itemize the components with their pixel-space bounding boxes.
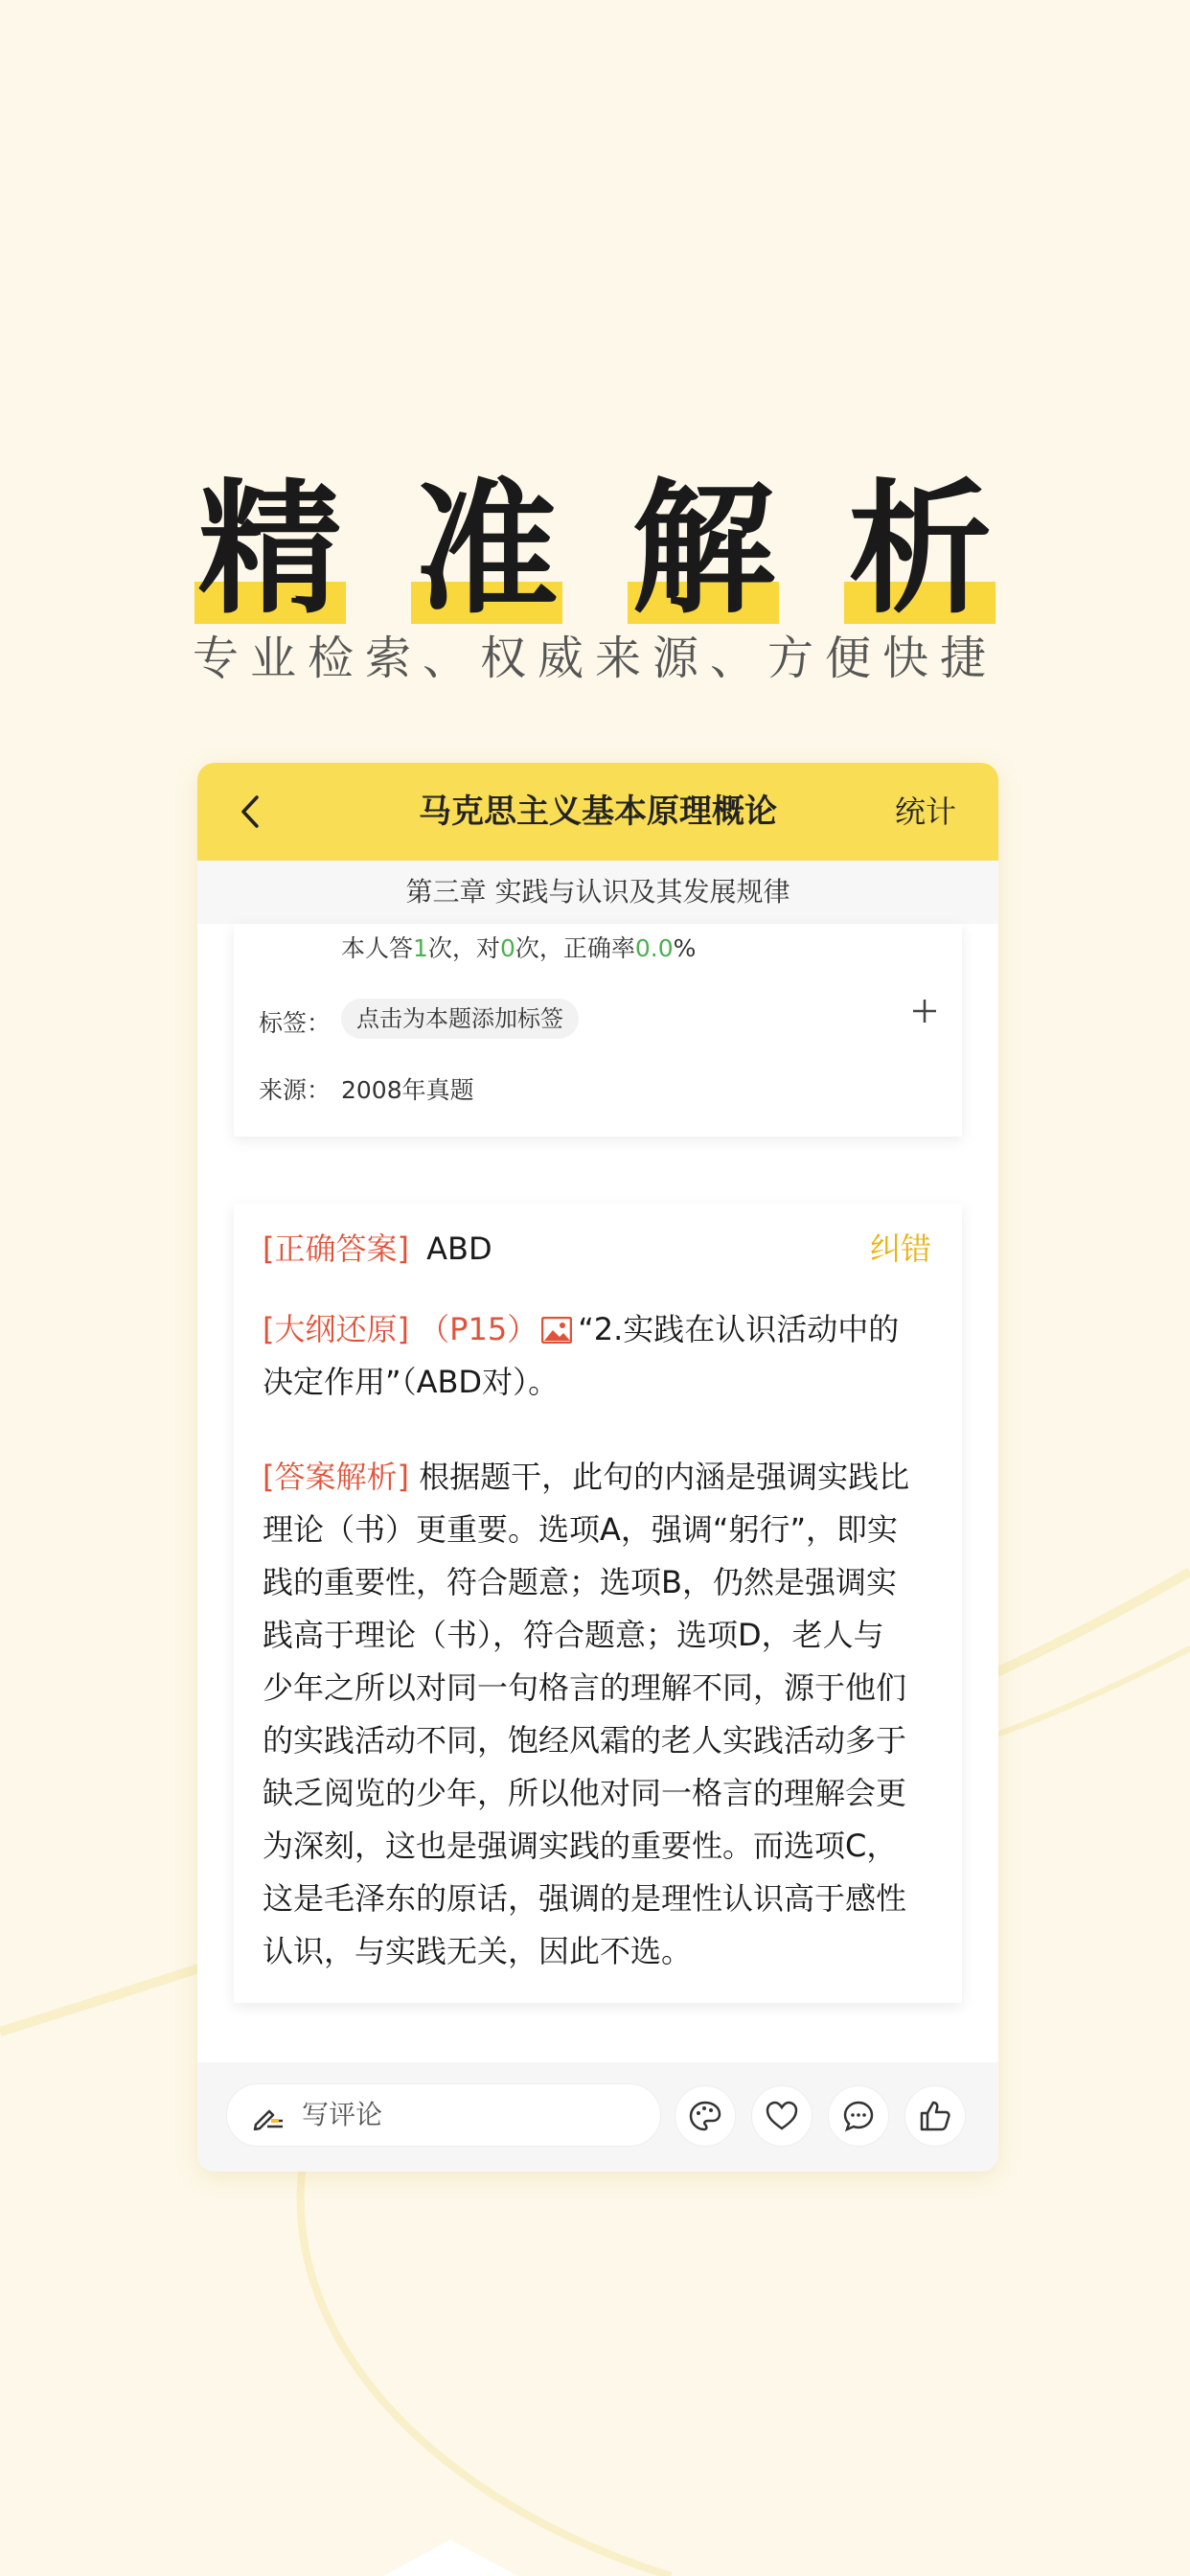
outline-label: [大纲还原] (263, 1311, 409, 1347)
comment-placeholder: 写评论 (302, 2099, 383, 2130)
comment-icon (841, 2099, 876, 2133)
palette-icon (688, 2099, 722, 2133)
source-value: 2008年真题 (341, 1076, 474, 1104)
outline-paragraph (263, 1303, 914, 1409)
headline-char: 精 (197, 467, 342, 633)
report-error-button[interactable]: 纠错 (869, 1230, 931, 1267)
page-title: 马克思主义基本原理概论 (419, 793, 777, 831)
like-button[interactable] (904, 2085, 966, 2147)
nav-bar (197, 763, 998, 861)
add-tag-button[interactable]: 点击为本题添加标签 (341, 999, 579, 1039)
question-info-card (234, 924, 962, 1137)
thumbs-up-icon (918, 2099, 952, 2133)
correct-answer-value: ABD (426, 1230, 492, 1267)
correct-rate: 0.0 (634, 934, 674, 962)
source-label: 来源： (259, 1076, 332, 1104)
promo-headline (0, 433, 1190, 640)
stats-button[interactable]: 统计 (894, 794, 956, 830)
chapter-header: 第三章 实践与认识及其发展规律 (197, 861, 998, 924)
outline-text: “2.实践在认识活动中的决定作用”（ABD对）。 (263, 1311, 900, 1400)
headline-char: 析 (848, 467, 993, 633)
outline-page: （P15） (419, 1311, 538, 1347)
plus-icon[interactable] (910, 997, 939, 1025)
analysis-text: 根据题干，此句的内涵是强调实践比理论（书）更重要。选项A，强调“躬行”，即实践的重要性，符合题意；选项B，仍然是强调实践高于理论（书），符合题意；选项D，老人与少年之所以对同一句格言的理解不同，源于他们的实践活动不同，饱经风霜的老人实践活动多于缺乏阅览的少年，所以他对同一格言的理解会更为深刻，这也是强调实践的重要性。而选项C，这是毛泽东的原话，强调的是理性认识高于感性认识，与实践无关，因此不选。 (263, 1459, 910, 1969)
favorite-button[interactable] (751, 2085, 812, 2147)
correct-answer-line (263, 1223, 914, 1276)
tag-label: 标签： (259, 1009, 332, 1037)
correct-answer-label: [正确答案] (263, 1230, 409, 1267)
app-screen-card (197, 763, 998, 2172)
comment-button[interactable] (828, 2085, 889, 2147)
image-icon[interactable] (541, 1317, 572, 1344)
answer-stats: 本人答1次，对0次，正确率0.0% (341, 934, 697, 962)
answer-card (234, 1204, 962, 2003)
promo-subtitle: 专业检索、权威来源、方便快捷 (192, 632, 997, 685)
bottom-action-bar (197, 2062, 998, 2172)
comment-input[interactable] (226, 2083, 661, 2147)
headline-char: 解 (631, 467, 776, 633)
correct-count: 0 (499, 934, 515, 962)
analysis-paragraph (263, 1451, 914, 1978)
headline-char: 准 (414, 467, 559, 633)
palette-button[interactable] (675, 2085, 736, 2147)
answered-count: 1 (413, 934, 428, 962)
analysis-label: [答案解析] (263, 1459, 409, 1495)
pen-icon (252, 2102, 285, 2130)
heart-icon (765, 2099, 799, 2133)
